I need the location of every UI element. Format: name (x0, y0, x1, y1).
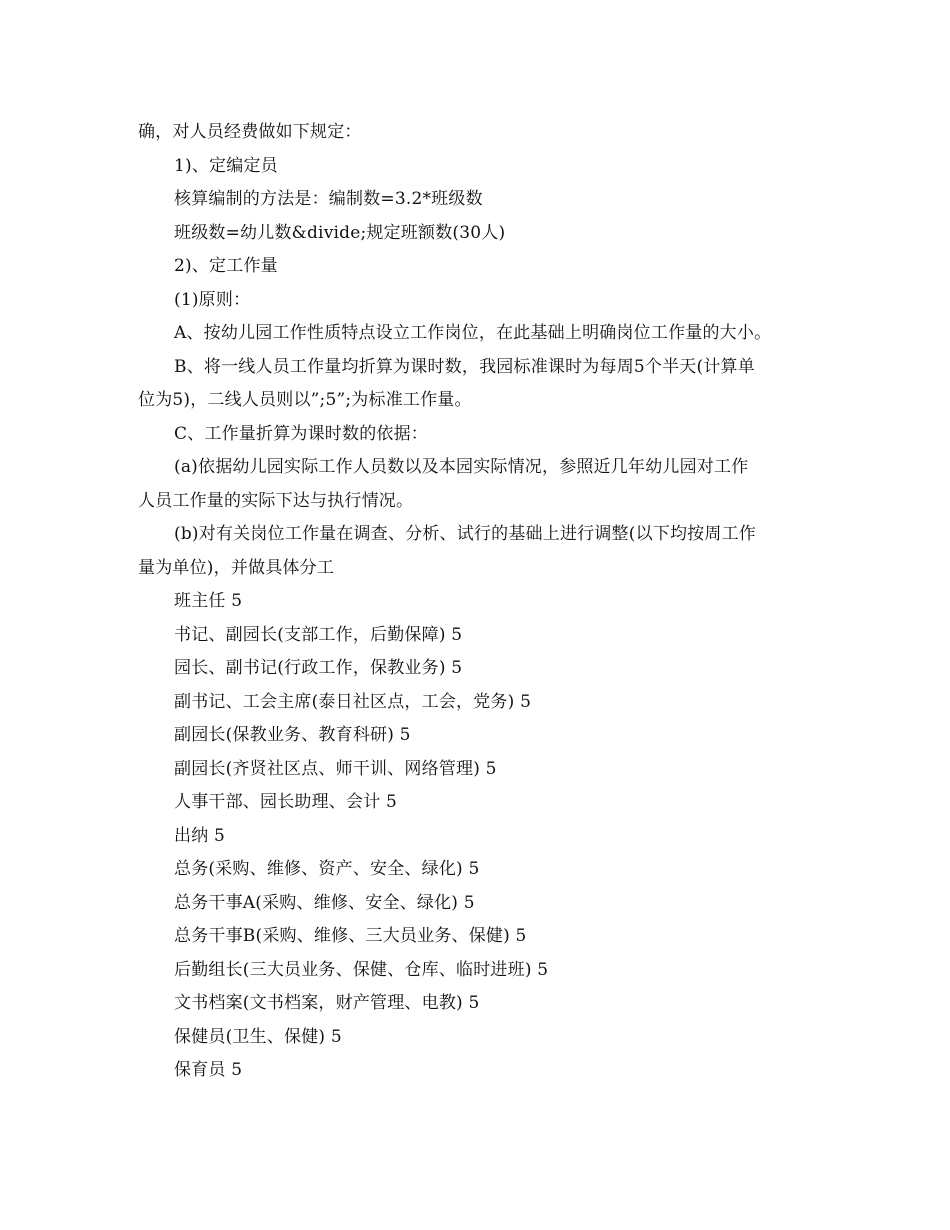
text-line: 副书记、工会主席(泰日社区点，工会，党务) 5 (174, 691, 532, 712)
text-line: 人员工作量的实际下达与执行情况。 (138, 490, 414, 511)
text-line: 总务干事B(采购、维修、三大员业务、保健) 5 (174, 926, 527, 946)
text-line: 文书档案(文书档案，财产管理、电教) 5 (174, 993, 480, 1013)
text-line: 书记、副园长(支部工作，后勤保障) 5 (174, 624, 463, 645)
text-line: 核算编制的方法是：编制数=3.2*班级数 (174, 189, 483, 209)
text-line: 总务干事A(采购、维修、安全、绿化) 5 (174, 892, 475, 913)
document-body (138, 116, 818, 1088)
text-line: 总务(采购、维修、资产、安全、绿化) 5 (174, 859, 480, 879)
text-line: 1)、定编定员 (174, 155, 278, 176)
text-line: 位为5)，二线人员则以”;5”;为标准工作量。 (138, 390, 472, 410)
text-line: 保健员(卫生、保健) 5 (174, 1026, 342, 1047)
text-line: C、工作量折算为课时数的依据： (174, 423, 429, 444)
text-line: 班主任 5 (174, 591, 243, 611)
text-line: 量为单位)，并做具体分工 (138, 557, 335, 578)
text-line: 人事干部、园长助理、会计 5 (174, 792, 398, 812)
text-line: 确，对人员经费做如下规定： (138, 122, 362, 142)
text-line: 后勤组长(三大员业务、保健、仓库、临时进班) 5 (174, 959, 549, 980)
text-line: (1)原则： (174, 289, 251, 310)
text-line: (a)依据幼儿园实际工作人员数以及本园实际情况，参照近几年幼儿园对工作 (174, 457, 749, 477)
text-line: (b)对有关岗位工作量在调查、分析、试行的基础上进行调整(以下均按周工作 (174, 524, 756, 544)
text-line: 副园长(保教业务、教育科研) 5 (174, 725, 411, 745)
text-line: 园长、副书记(行政工作，保教业务) 5 (174, 658, 463, 678)
text-line: 2)、定工作量 (174, 256, 278, 276)
text-line: B、将一线人员工作量均折算为课时数，我园标准课时为每周5个半天(计算单 (174, 356, 755, 377)
text-line: 班级数=幼儿数&divide;规定班额数(30人) (174, 222, 506, 243)
text-line: 保育员 5 (174, 1060, 243, 1080)
text-line: 副园长(齐贤社区点、师干训、网络管理) 5 (174, 758, 497, 779)
text-line: 出纳 5 (174, 825, 226, 846)
text-line: A、按幼儿园工作性质特点设立工作岗位，在此基础上明确岗位工作量的大小。 (174, 323, 772, 343)
